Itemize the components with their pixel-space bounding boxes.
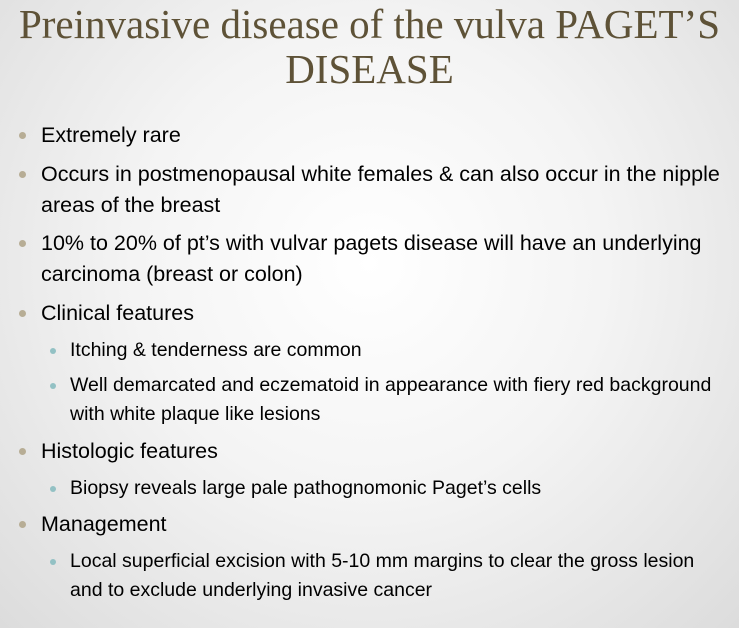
bullet-text: Histologic features	[41, 439, 218, 463]
sub-bullet-dot-icon	[50, 559, 56, 565]
bullet-text: Extremely rare	[41, 123, 181, 147]
sub-bullet-dot-icon	[50, 383, 56, 389]
sub-bullet-item	[70, 371, 725, 429]
sub-bullet-text: Itching & tenderness are common	[70, 339, 362, 361]
bullet-text: 10% to 20% of pt’s with vulvar pagets disease will have an underlying carcinoma (breast or colon)	[41, 231, 702, 286]
sub-bullet-item	[70, 474, 725, 503]
sub-bullet-text: Local superficial excision with 5-10 mm margins to clear the gross lesion and to exclude underlying invasive cancer	[70, 550, 695, 601]
bullet-dot-icon	[19, 448, 26, 455]
bullet-text: Clinical features	[41, 301, 194, 325]
bullet-item	[41, 120, 721, 151]
sub-bullet-item	[70, 336, 725, 365]
bullet-dot-icon	[19, 171, 26, 178]
bullet-dot-icon	[19, 521, 26, 528]
bullet-text: Occurs in postmenopausal white females & can also occur in the nipple areas of the breast	[41, 162, 720, 217]
bullet-item	[41, 509, 721, 540]
bullet-dot-icon	[19, 132, 26, 139]
bullet-item	[41, 298, 721, 329]
sub-bullet-text: Biopsy reveals large pale pathognomonic Paget’s cells	[70, 477, 542, 499]
slide-title: Preinvasive disease of the vulva PAGET’S DISEASE	[18, 1, 721, 92]
bullet-dot-icon	[19, 310, 26, 317]
bullet-item	[41, 436, 721, 467]
bullet-dot-icon	[19, 240, 26, 247]
bullet-text: Management	[41, 512, 167, 536]
bullet-item	[41, 159, 721, 221]
sub-bullet-text: Well demarcated and eczematoid in appearance with fiery red background with white plaque like lesions	[70, 374, 712, 425]
sub-bullet-dot-icon	[50, 486, 56, 492]
sub-bullet-dot-icon	[50, 348, 56, 354]
sub-bullet-item	[70, 547, 725, 605]
bullet-item	[41, 228, 721, 290]
